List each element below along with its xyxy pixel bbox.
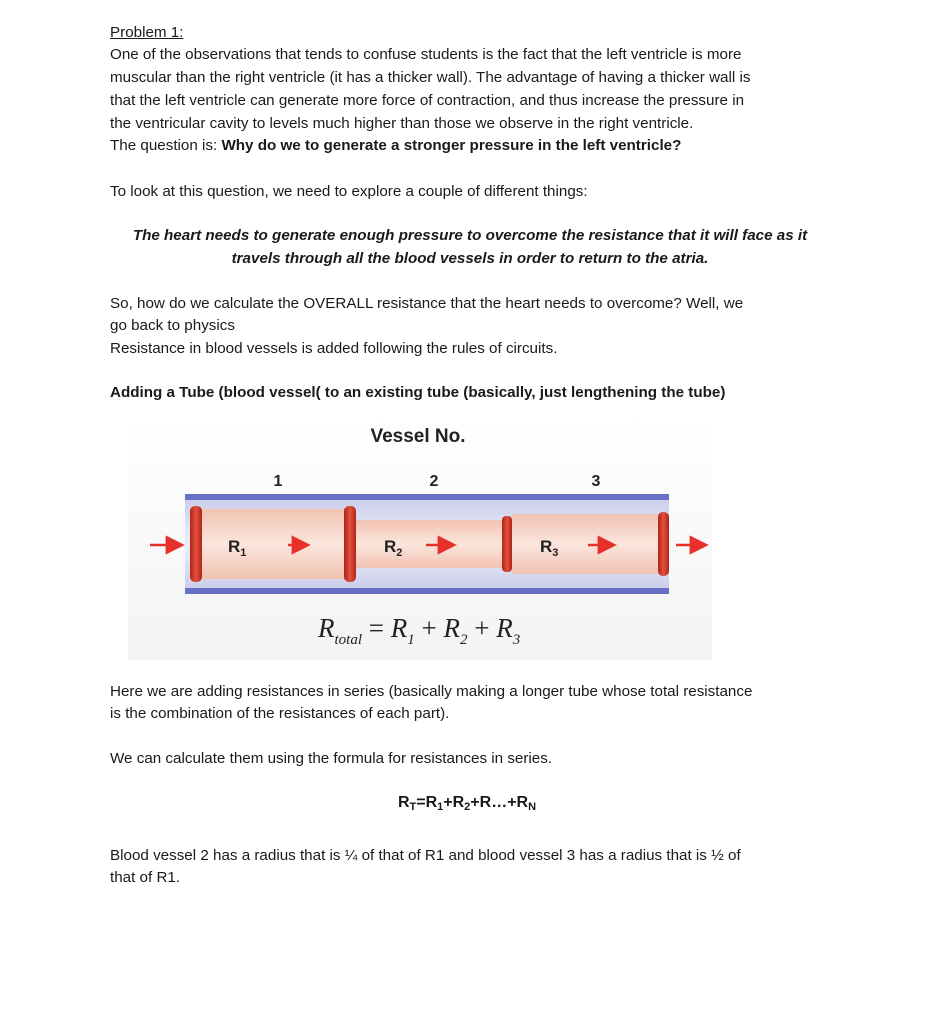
paragraph-line: Blood vessel 2 has a radius that is ¼ of that of R1 and blood vessel 3 has a radius that is ½ of [110, 847, 741, 864]
total-resistance-equation: $R_{total} = R_1 + R_2 + R_3$ [318, 613, 521, 648]
series-formula: $R_T=R_1+R_2+R\dots+R_N$ [397, 794, 537, 813]
question-line [110, 134, 830, 157]
explore-line: To look at this question, we need to explore a couple of different things: [110, 183, 588, 200]
paragraph-line: that of R1. [110, 869, 181, 886]
vessel-number-3: 3 [591, 473, 601, 490]
question-prefix: The question is: [110, 137, 222, 154]
question-text: Why do we to generate a stronger pressure in the left ventricle? [221, 137, 682, 154]
vessel-1-inlet-ring [190, 506, 202, 582]
paragraph-line: We can calculate them using the formula for resistances in series. [110, 750, 553, 767]
key-point-line: The heart needs to generate enough pressure to overcome the resistance that it will face as it [132, 227, 808, 244]
vessel-number-2: 2 [429, 473, 439, 490]
paragraph-line: muscular than the right ventricle (it has a thicker wall). The advantage of having a thicker wall is [110, 69, 751, 86]
paragraph-line: Resistance in blood vessels is added following the rules of circuits. [110, 340, 558, 357]
resistor-label-1: $R_1$ [228, 537, 247, 559]
vessel-1-outlet-ring [344, 506, 356, 582]
resistor-label-3: $R_3$ [540, 537, 559, 559]
vessel-3-outlet-ring [658, 512, 669, 576]
paragraph-line: Here we are adding resistances in series (basically making a longer tube whose total resistance [110, 683, 753, 700]
paragraph-line: the ventricular cavity to levels much higher than those we observe in the right ventricle. [110, 115, 694, 132]
key-point-line: travels through all the blood vessels in order to return to the atria. [231, 250, 709, 267]
vessel-3-tube [512, 514, 662, 574]
vessels-in-series-figure [128, 415, 712, 660]
vessel-wall-bottom [185, 588, 669, 594]
problem-heading: Problem 1: [110, 24, 184, 41]
section-subheading: Adding a Tube (blood vessel( to an existing tube (basically, just lengthening the tube) [110, 384, 726, 401]
vessel-2-outlet-ring [502, 516, 512, 572]
paragraph-line: So, how do we calculate the OVERALL resistance that the heart needs to overcome? Well, we [110, 295, 744, 312]
resistor-label-2: $R_2$ [384, 537, 403, 559]
paragraph-line: is the combination of the resistances of each part). [110, 705, 450, 722]
vessel-number-1: 1 [273, 473, 283, 490]
paragraph-line: go back to physics [110, 317, 235, 334]
vessel-1-tube [198, 509, 348, 579]
vessel-wall-top [185, 494, 669, 500]
paragraph-line: that the left ventricle can generate more force of contraction, and thus increase the pressure in [110, 92, 745, 109]
figure-title: Vessel No. [370, 426, 466, 447]
paragraph-line: One of the observations that tends to confuse students is the fact that the left ventricle is more [110, 46, 742, 63]
